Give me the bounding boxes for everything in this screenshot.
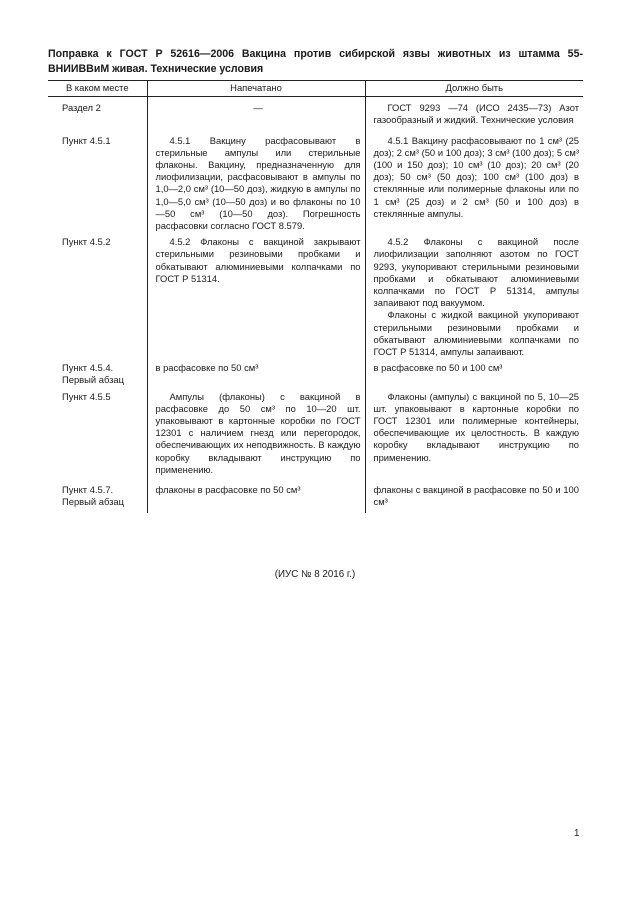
- row-place: Раздел 2: [62, 102, 101, 114]
- row-place: Пункт 4.5.1: [62, 134, 111, 146]
- row-place: Пункт 4.5.5: [62, 390, 111, 402]
- row-should-be-cell: [365, 236, 583, 362]
- row-should-be: Флаконы (ампулы) с вакциной по 5, 10—25 шт. упаковывают в картонные коробки по ГОСТ 12301 или полимерные контейнеры, обеспечивающие их целостность. В каждую коробку вкладывают инструкцию по применению.: [365, 391, 583, 480]
- row-should-be: в расфасовке по 50 и 100 см³: [365, 362, 583, 390]
- ius-reference: (ИУС № 8 2016 г.): [274, 569, 356, 580]
- header-printed: Напечатано: [147, 81, 365, 97]
- table-row: [48, 97, 583, 131]
- document-title: Поправка к ГОСТ Р 52616—2006 Вакцина против сибирской язвы животных из штамма 55-ВНИИВВиМ живая. Технические условия: [48, 48, 583, 75]
- row-should-be: 4.5.2 Флаконы с вакциной после лиофилизации заполняют азотом по ГОСТ 9293, укупоривают стерильными резиновыми пробками и обкатывают алюминиевыми колпачками по ГОСТ Р 51314, ампулы запаивают под вакуумом.: [373, 236, 579, 309]
- row-printed: флаконы в расфасовке по 50 см³: [147, 480, 365, 512]
- table-row: [48, 236, 583, 362]
- amendment-table: [48, 80, 583, 513]
- row-place: Пункт 4.5.2: [62, 236, 111, 248]
- table-row: [48, 391, 583, 480]
- page-number: 1: [574, 828, 580, 839]
- row-place: Пункт 4.5.7. Первый абзац: [62, 484, 124, 508]
- table-header-row: [48, 81, 583, 97]
- row-should-be: 4.5.1 Вакцину расфасовывают по 1 см³ (25 доз); 2 см³ (50 и 100 доз); 3 см³ (100 доз); 5 см³ (100 и 150 доз); 10 см³ (10 доз); 20 см³ (20 доз); 50 см³ (50 доз); 100 см³ (100 доз) в стеклянные или полимерные флаконы или по 1 см³ (25 доз) и 2 см³ (50 и 100 доз) в стеклянные ампулы.: [365, 131, 583, 237]
- row-should-be: ГОСТ 9293 —74 (ИСО 2435—73) Азот газообразный и жидкий. Технические условия: [365, 97, 583, 131]
- row-place: Пункт 4.5.4. Первый абзац: [62, 362, 124, 386]
- row-printed: —: [147, 97, 365, 131]
- row-printed: 4.5.1 Вакцину расфасовывают в стерильные ампулы или стерильные флаконы. Вакцину, предназначенную для лиофилизации, расфасовывают в ампулы по 1,0—2,0 см³ (10—50 доз), жидкую в ампулы по 1,0—5,0 см³ (10—50 доз) и во флаконы по 10—50 см³ (10—50 доз). Погрешность расфасовки согласно ГОСТ 8.579.: [147, 131, 365, 237]
- row-printed: 4.5.2 Флаконы с вакциной закрывают стерильными резиновыми пробками и обкатывают алюминиевыми колпачками по ГОСТ Р 51314.: [147, 236, 365, 362]
- header-place: В каком месте: [48, 81, 147, 97]
- row-printed: в расфасовке по 50 см³: [147, 362, 365, 390]
- header-should-be: Должно быть: [365, 81, 583, 97]
- row-should-be-second-paragraph: Флаконы с жидкой вакциной укупоривают стерильными резиновыми пробками и обкатывают алюминиевыми колпачками по ГОСТ Р 51314, ампулы запаивают.: [373, 309, 579, 358]
- row-should-be: флаконы с вакциной в расфасовке по 50 и 100 см³: [365, 480, 583, 512]
- table-row: [48, 131, 583, 237]
- table-row: [48, 480, 583, 512]
- table-row: [48, 362, 583, 390]
- row-printed: Ампулы (флаконы) с вакциной в расфасовке до 50 см³ по 10—20 шт. упаковывают в картонные коробки по ГОСТ 12301 с наличием гнезд или перегородок, обеспечивающих их неподвижность. В каждую коробку вкладывают инструкцию по применению.: [147, 391, 365, 480]
